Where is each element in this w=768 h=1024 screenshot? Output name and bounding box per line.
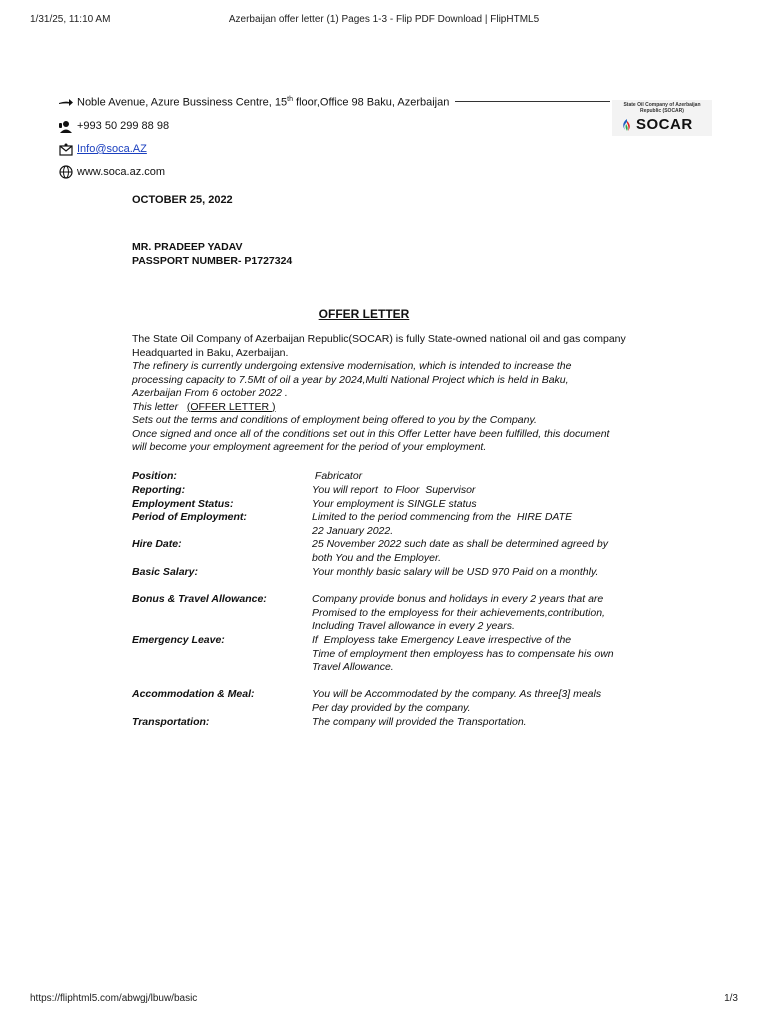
letter-date: OCTOBER 25, 2022 [132, 194, 233, 206]
terms-value [312, 484, 642, 498]
intro-p3-text: This letter [132, 400, 187, 413]
terms-value-line: Fabricator [312, 470, 363, 482]
print-datetime: 1/31/25, 11:10 AM [30, 14, 111, 25]
intro-p2-line3: Azerbaijan From 6 october 2022 . [132, 387, 288, 399]
document-title: OFFER LETTER [318, 307, 410, 321]
terms-value [312, 593, 642, 634]
terms-value-line: You will report to Floor Supervisor [312, 484, 476, 496]
website-line [58, 165, 165, 179]
terms-label: Position: [132, 470, 177, 482]
terms-value-line: Your employment is SINGLE status [312, 498, 477, 510]
website-text: www.soca.az.com [77, 166, 166, 178]
terms-label: Reporting: [132, 484, 186, 496]
intro-p4-line3: will become your employment agreement for the period of your employment. [132, 441, 487, 453]
terms-value-line: You will be Accommodated by the company. As three[3] meals [312, 688, 602, 700]
logo-org-name [612, 102, 712, 114]
address-sup: th [287, 95, 293, 103]
terms-value-line: 25 November 2022 such date as shall be determined agreed by [312, 538, 608, 550]
print-url: https://fliphtml5.com/abwgj/lbuw/basic [30, 993, 198, 1004]
terms-value [312, 511, 642, 538]
socar-logo [612, 100, 712, 136]
intro-paragraphs [132, 333, 652, 455]
intro-p4-line1: Sets out the terms and conditions of employment being offered to you by the Company. [132, 414, 537, 426]
terms-value-line: If Employess take Emergency Leave irrespective of the [312, 634, 572, 646]
arrow-right-icon [58, 95, 74, 109]
address-line [58, 95, 449, 109]
terms-value-line: Your monthly basic salary will be USD 970 Paid on a monthly. [312, 566, 599, 578]
terms-label: Basic Salary: [132, 566, 198, 578]
recipient-passport: PASSPORT NUMBER- P1727324 [132, 254, 293, 267]
terms-value [312, 470, 642, 484]
terms-value-line: Travel Allowance. [312, 661, 394, 673]
socar-flame-icon [620, 118, 634, 132]
terms-value [312, 566, 642, 580]
header-divider [455, 101, 610, 102]
terms-value-line: Limited to the period commencing from the HIRE DATE [312, 511, 573, 523]
terms-value [312, 634, 642, 675]
intro-p1-line1: The State Oil Company of Azerbaijan Republic(SOCAR) is fully State-owned national oil and gas company [132, 333, 626, 345]
phone-text: +993 50 299 88 98 [77, 120, 170, 132]
print-footer [0, 993, 768, 1009]
address-text: Noble Avenue, Azure Bussiness Centre, 15 [77, 96, 288, 109]
address-text-rest: floor,Office 98 Baku, Azerbaijan [293, 96, 450, 109]
terms-value-line: Promised to the employess for their achievements,contribution, [312, 606, 605, 619]
intro-p1-line2: Headquarted in Baku, Azerbaijan. [132, 346, 289, 359]
logo-name: SOCAR [636, 116, 693, 133]
print-page-number: 1/3 [724, 993, 738, 1004]
email-icon [58, 142, 74, 156]
intro-p3 [132, 401, 652, 415]
email-link[interactable]: Info@soca.AZ [77, 143, 147, 155]
terms-label: Period of Employment: [132, 511, 247, 523]
terms-value [312, 538, 642, 565]
phone-line [58, 119, 169, 133]
print-title: Azerbaijan offer letter (1) Pages 1-3 - Flip PDF Download | FlipHTML5 [228, 14, 540, 25]
print-header [0, 14, 768, 30]
logo-org-line2: Republic (SOCAR) [640, 108, 684, 114]
terms-label: Emergency Leave: [132, 634, 225, 646]
terms-value-line: The company will provided the Transportation. [312, 716, 527, 728]
terms-label: Bonus & Travel Allowance: [132, 593, 267, 605]
intro-p2-line2: processing capacity to 7.5Mt of oil a year by 2024,Multi National Project which is held in Baku, [132, 373, 569, 386]
globe-icon [58, 165, 74, 179]
terms-label: Employment Status: [132, 498, 234, 510]
offer-letter-link: (OFFER LETTER ) [186, 400, 276, 413]
email-line [58, 142, 147, 156]
logo-org-line1: State Oil Company of Azerbaijan [623, 102, 701, 108]
recipient-name: MR. PRADEEP YADAV [132, 241, 243, 253]
recipient-block [132, 241, 292, 268]
terms-value [312, 498, 642, 512]
terms-value-line: 22 January 2022. [312, 524, 394, 537]
intro-p4-line2: Once signed and once all of the conditions set out in this Offer Letter have been fulfilled, this document [132, 427, 610, 440]
terms-label: Transportation: [132, 716, 210, 728]
terms-label: Hire Date: [132, 538, 182, 550]
phone-person-icon [58, 119, 74, 133]
terms-value-line: Per day provided by the company. [312, 701, 471, 714]
terms-value-line: Time of employment then employess has to compensate his own [312, 647, 614, 660]
terms-value-line: both You and the Employer. [312, 551, 442, 564]
terms-value [312, 688, 642, 715]
intro-p2-line1: The refinery is currently undergoing extensive modernisation, which is intended to increase the [132, 360, 572, 372]
terms-value-line: Including Travel allowance in every 2 years. [312, 620, 515, 632]
terms-value [312, 716, 642, 730]
terms-label: Accommodation & Meal: [132, 688, 255, 700]
terms-value-line: Company provide bonus and holidays in every 2 years that are [312, 593, 604, 605]
